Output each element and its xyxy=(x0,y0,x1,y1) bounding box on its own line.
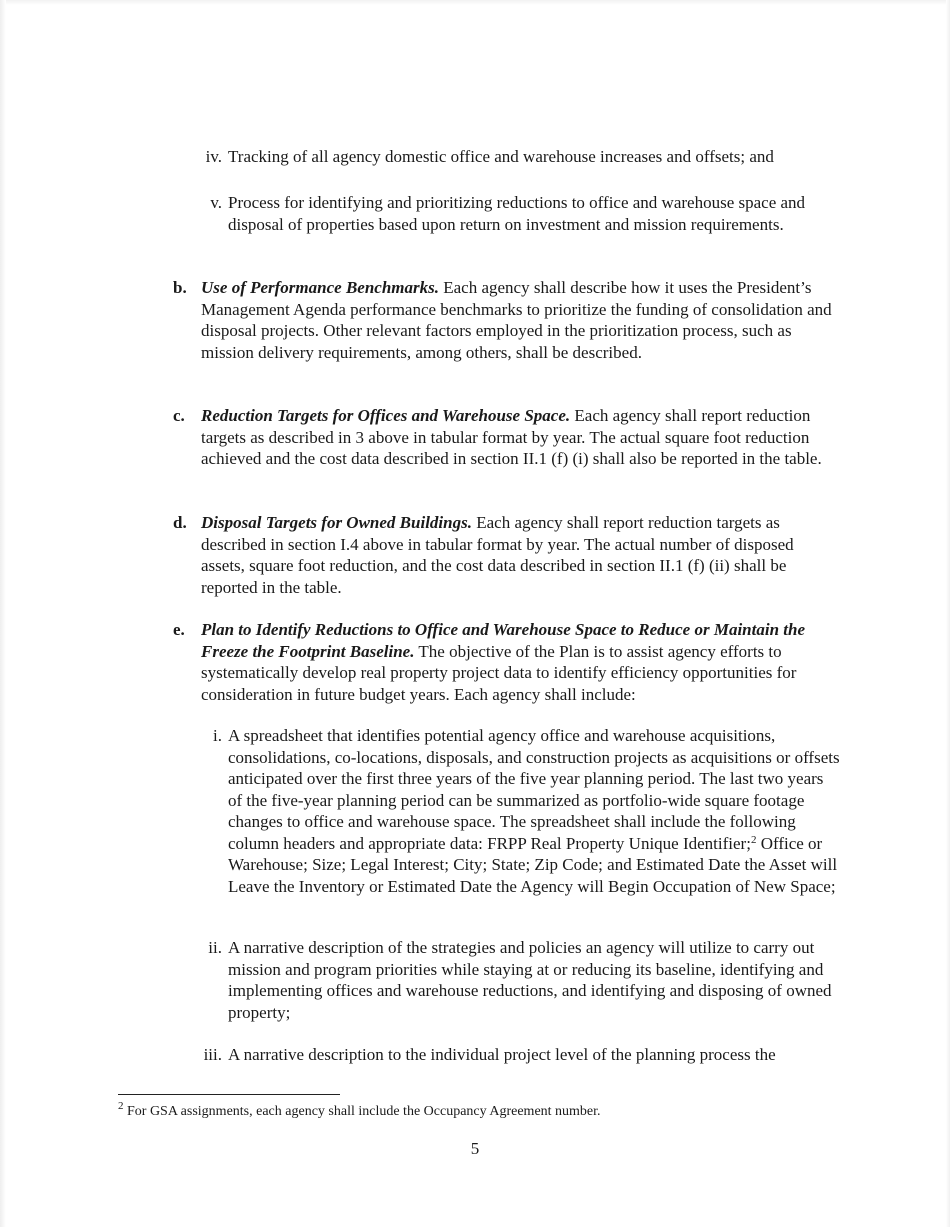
list-item-e-iii xyxy=(203,1044,840,1066)
page-edge-top xyxy=(0,0,950,5)
section-marker: b. xyxy=(173,278,187,297)
section-marker: c. xyxy=(173,406,185,425)
section-text: Each agency shall describe how it uses the President’s Management Agenda performance benchmarks to prioritize the funding of consolidation and disposal projects. Other relevant factors employed in the prioritization process, such as mission delivery requirements, among others, shall be described. xyxy=(201,278,832,362)
section-e xyxy=(173,619,841,705)
list-item-text: Tracking of all agency domestic office and warehouse increases and offsets; and xyxy=(228,147,774,166)
list-item-e-i xyxy=(213,725,840,897)
section-marker: d. xyxy=(173,513,187,532)
section-marker: e. xyxy=(173,620,185,639)
list-marker: i. xyxy=(213,726,222,745)
list-marker: iv. xyxy=(205,147,222,166)
section-d xyxy=(173,512,841,598)
list-item-text: A narrative description to the individual project level of the planning process the xyxy=(228,1045,776,1064)
footnote-reference: 2 xyxy=(750,833,757,846)
footnote xyxy=(118,1100,601,1121)
section-text: Each agency shall report reduction targets as described in 3 above in tabular format by year. The actual square foot reduction achieved and the cost data described in section II.1 (f) (i) shall also be reported in the table. xyxy=(201,406,822,468)
list-marker: v. xyxy=(210,193,222,212)
list-item-text: Process for identifying and prioritizing reductions to office and warehouse space and disposal of properties based upon return on investment and mission requirements. xyxy=(228,193,806,234)
footnote-text: For GSA assignments, each agency shall include the Occupancy Agreement number. xyxy=(123,1104,601,1119)
section-heading: Plan to Identify Reductions to Office and Warehouse Space to Reduce or Maintain the Freeze the Footprint Baseline. xyxy=(201,620,805,661)
list-marker: ii. xyxy=(208,938,222,957)
page-edge-left xyxy=(0,0,6,1227)
list-item-iv xyxy=(205,146,840,168)
list-item-text-continued: Office or Warehouse; Size; Legal Interest; City; State; Zip Code; and Estimated Date the Asset will Leave the Inventory or Estimated Date the Agency will Begin Occupation of New Space; xyxy=(228,833,838,896)
page-number: 5 xyxy=(470,1139,480,1158)
list-marker: iii. xyxy=(203,1045,222,1064)
list-item-e-ii xyxy=(208,937,840,1023)
section-text: Each agency shall report reduction targets as described in section I.4 above in tabular format by year. The actual number of disposed assets, square foot reduction, and the cost data described in section II.1 (f) (ii) shall be reported in the table. xyxy=(201,513,794,597)
section-c xyxy=(173,405,841,470)
list-item-v xyxy=(210,192,840,235)
page-edge-right xyxy=(946,0,950,1227)
section-heading: Disposal Targets for Owned Buildings. xyxy=(201,513,472,532)
footnote-divider xyxy=(118,1094,340,1095)
footnote-number: 2 xyxy=(118,1100,124,1112)
list-item-text: A spreadsheet that identifies potential agency office and warehouse acquisitions, consolidations, co-locations, disposals, and construction projects as acquisitions or offsets anticipated over the first three years of the five year planning period. The last two years of the five-year planning period can be summarized as portfolio-wide square footage changes to office and warehouse space. The spreadsheet shall include the following column headers and appropriate data: FRPP Real Property Unique Identifier; xyxy=(228,726,840,853)
section-heading: Reduction Targets for Offices and Warehouse Space. xyxy=(201,406,571,425)
section-b xyxy=(173,277,841,363)
list-item-text: A narrative description of the strategies and policies an agency will utilize to carry out mission and program priorities while staying at or reducing its baseline, identifying and implementing offices and warehouse reductions, and identifying and disposing of owned property; xyxy=(228,938,832,1022)
section-text: The objective of the Plan is to assist agency efforts to systematically develop real property project data to identify efficiency opportunities for consideration in future budget years. Each agency shall include: xyxy=(201,641,797,704)
section-heading: Use of Performance Benchmarks. xyxy=(201,278,439,297)
